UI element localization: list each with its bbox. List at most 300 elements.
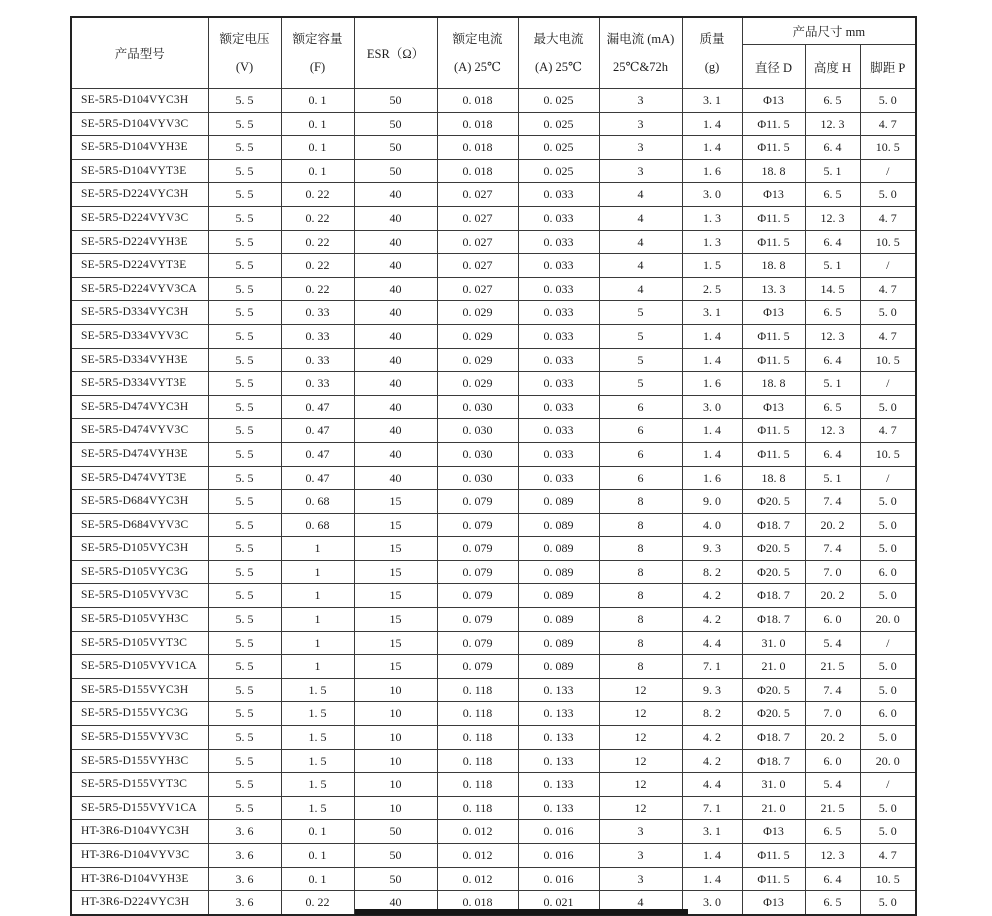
- table-cell: 0. 016: [518, 820, 599, 844]
- table-cell: 0. 118: [437, 749, 518, 773]
- model-cell: HT-3R6-D104VYH3E: [71, 867, 208, 891]
- table-cell: 5. 0: [860, 891, 916, 915]
- table-cell: 3: [599, 844, 682, 868]
- table-cell: Φ20. 5: [742, 702, 805, 726]
- table-row: [71, 726, 916, 750]
- table-cell: 15: [354, 655, 437, 679]
- table-cell: 7. 4: [805, 537, 860, 561]
- col-header-height-label: 高度 H: [813, 60, 852, 75]
- table-cell: 5. 5: [208, 560, 281, 584]
- col-header-voltage-line2: (V): [235, 59, 254, 74]
- table-cell: 5. 5: [208, 608, 281, 632]
- table-cell: 1. 5: [281, 726, 354, 750]
- table-row: [71, 678, 916, 702]
- table-cell: 0. 033: [518, 419, 599, 443]
- table-cell: 0. 22: [281, 891, 354, 915]
- table-cell: 1. 6: [682, 372, 742, 396]
- model-cell: SE-5R5-D684VYC3H: [71, 490, 208, 514]
- table-cell: 40: [354, 301, 437, 325]
- table-cell: 0. 118: [437, 726, 518, 750]
- col-header-pitch: [860, 45, 916, 89]
- table-cell: 12. 3: [805, 419, 860, 443]
- table-cell: 12: [599, 678, 682, 702]
- table-cell: 40: [354, 254, 437, 278]
- model-cell: SE-5R5-D105VYT3C: [71, 631, 208, 655]
- table-row: [71, 277, 916, 301]
- table-row: [71, 537, 916, 561]
- table-cell: 3: [599, 820, 682, 844]
- table-cell: 3. 0: [682, 183, 742, 207]
- table-cell: 6. 4: [805, 442, 860, 466]
- table-cell: 5. 0: [860, 89, 916, 113]
- table-cell: 0. 47: [281, 442, 354, 466]
- table-cell: /: [860, 372, 916, 396]
- table-cell: 6. 5: [805, 301, 860, 325]
- table-cell: 0. 1: [281, 844, 354, 868]
- table-cell: 8: [599, 560, 682, 584]
- col-header-voltage: [208, 17, 281, 89]
- col-header-dimensions-group: [742, 17, 916, 45]
- table-cell: Φ13: [742, 820, 805, 844]
- table-cell: 5. 5: [208, 655, 281, 679]
- model-cell: SE-5R5-D105VYH3C: [71, 608, 208, 632]
- table-cell: 3. 1: [682, 89, 742, 113]
- table-row: [71, 584, 916, 608]
- model-cell: SE-5R5-D334VYH3E: [71, 348, 208, 372]
- table-cell: 20. 2: [805, 584, 860, 608]
- table-cell: Φ11. 5: [742, 136, 805, 160]
- table-cell: 0. 118: [437, 773, 518, 797]
- table-cell: 6: [599, 442, 682, 466]
- col-header-esr-label: ESR（Ω）: [366, 47, 425, 61]
- table-cell: 0. 027: [437, 254, 518, 278]
- table-cell: 21. 0: [742, 655, 805, 679]
- table-cell: 1: [281, 631, 354, 655]
- table-cell: 5. 5: [208, 466, 281, 490]
- table-cell: 6: [599, 419, 682, 443]
- table-cell: 21. 5: [805, 796, 860, 820]
- table-cell: 2. 5: [682, 277, 742, 301]
- table-row: [71, 796, 916, 820]
- table-row: [71, 112, 916, 136]
- table-cell: 50: [354, 89, 437, 113]
- table-cell: 10: [354, 773, 437, 797]
- table-cell: 0. 079: [437, 560, 518, 584]
- model-cell: SE-5R5-D155VYV1CA: [71, 796, 208, 820]
- table-cell: 5. 0: [860, 395, 916, 419]
- table-cell: Φ20. 5: [742, 678, 805, 702]
- table-cell: 18. 8: [742, 466, 805, 490]
- scan-artifact-band: [355, 909, 688, 915]
- table-cell: 5. 4: [805, 631, 860, 655]
- table-cell: 1. 5: [281, 773, 354, 797]
- table-cell: 0. 133: [518, 702, 599, 726]
- col-header-rated-current-line2: (A) 25℃: [454, 59, 501, 74]
- table-cell: 50: [354, 112, 437, 136]
- table-cell: 0. 012: [437, 867, 518, 891]
- table-cell: 40: [354, 230, 437, 254]
- table-cell: 0. 22: [281, 254, 354, 278]
- table-cell: 12: [599, 726, 682, 750]
- table-cell: 3. 6: [208, 820, 281, 844]
- table-cell: 10. 5: [860, 230, 916, 254]
- table-cell: 0. 1: [281, 820, 354, 844]
- table-cell: 0. 029: [437, 372, 518, 396]
- col-header-rated-current-line1: 额定电流: [452, 32, 503, 46]
- table-cell: 10. 5: [860, 867, 916, 891]
- table-row: [71, 372, 916, 396]
- table-cell: 7. 4: [805, 678, 860, 702]
- table-cell: 5. 5: [208, 442, 281, 466]
- table-cell: 0. 47: [281, 419, 354, 443]
- table-cell: 8. 2: [682, 702, 742, 726]
- table-row: [71, 206, 916, 230]
- table-cell: 40: [354, 206, 437, 230]
- table-cell: 0. 47: [281, 395, 354, 419]
- table-cell: 21. 0: [742, 796, 805, 820]
- model-cell: SE-5R5-D474VYV3C: [71, 419, 208, 443]
- table-cell: 13. 3: [742, 277, 805, 301]
- table-cell: 5. 0: [860, 796, 916, 820]
- table-cell: 4. 7: [860, 206, 916, 230]
- model-cell: HT-3R6-D224VYC3H: [71, 891, 208, 915]
- table-cell: 0. 1: [281, 89, 354, 113]
- table-cell: 18. 8: [742, 254, 805, 278]
- table-row: [71, 820, 916, 844]
- table-cell: 3. 6: [208, 867, 281, 891]
- table-cell: Φ20. 5: [742, 560, 805, 584]
- table-cell: 6. 5: [805, 89, 860, 113]
- table-row: [71, 867, 916, 891]
- col-header-max-current-line1: 最大电流: [533, 32, 584, 46]
- table-cell: 0. 1: [281, 159, 354, 183]
- table-cell: Φ18. 7: [742, 608, 805, 632]
- col-header-model-label: 产品型号: [114, 47, 165, 61]
- table-cell: 20. 2: [805, 513, 860, 537]
- model-cell: SE-5R5-D104VYV3C: [71, 112, 208, 136]
- model-cell: SE-5R5-D334VYV3C: [71, 324, 208, 348]
- table-cell: 0. 1: [281, 136, 354, 160]
- table-cell: 21. 5: [805, 655, 860, 679]
- table-cell: Φ13: [742, 891, 805, 915]
- table-cell: 10: [354, 796, 437, 820]
- table-cell: 5. 5: [208, 159, 281, 183]
- col-header-weight: [682, 17, 742, 89]
- table-cell: 0. 030: [437, 395, 518, 419]
- table-cell: 0. 030: [437, 442, 518, 466]
- table-cell: 15: [354, 608, 437, 632]
- table-cell: 5. 5: [208, 537, 281, 561]
- table-cell: 5. 5: [208, 89, 281, 113]
- table-cell: 0. 079: [437, 655, 518, 679]
- col-header-weight-line1: 质量: [699, 32, 725, 46]
- table-cell: 5. 0: [860, 726, 916, 750]
- table-cell: 0. 089: [518, 560, 599, 584]
- table-cell: 0. 027: [437, 277, 518, 301]
- table-cell: 5. 1: [805, 466, 860, 490]
- table-cell: 4: [599, 277, 682, 301]
- table-cell: 3. 0: [682, 891, 742, 915]
- table-cell: 31. 0: [742, 631, 805, 655]
- table-cell: 1. 4: [682, 419, 742, 443]
- table-cell: 5. 5: [208, 372, 281, 396]
- table-cell: 1. 5: [281, 678, 354, 702]
- table-cell: 1: [281, 584, 354, 608]
- table-cell: Φ18. 7: [742, 726, 805, 750]
- table-cell: 0. 033: [518, 206, 599, 230]
- table-cell: 0. 025: [518, 159, 599, 183]
- table-cell: 40: [354, 891, 437, 915]
- table-cell: 0. 033: [518, 230, 599, 254]
- model-cell: SE-5R5-D104VYT3E: [71, 159, 208, 183]
- table-cell: 0. 018: [437, 136, 518, 160]
- table-cell: 0. 012: [437, 820, 518, 844]
- table-row: [71, 136, 916, 160]
- table-cell: 5. 5: [208, 206, 281, 230]
- table-cell: Φ11. 5: [742, 324, 805, 348]
- table-cell: 4: [599, 891, 682, 915]
- table-cell: 0. 68: [281, 490, 354, 514]
- table-cell: 0. 33: [281, 324, 354, 348]
- table-cell: 7. 1: [682, 655, 742, 679]
- table-cell: 5. 5: [208, 702, 281, 726]
- table-row: [71, 159, 916, 183]
- table-cell: 15: [354, 490, 437, 514]
- table-cell: 1. 4: [682, 844, 742, 868]
- table-cell: 1. 4: [682, 442, 742, 466]
- table-cell: 6. 4: [805, 867, 860, 891]
- table-cell: Φ11. 5: [742, 230, 805, 254]
- col-header-esr: [354, 17, 437, 89]
- table-cell: 6: [599, 466, 682, 490]
- table-cell: /: [860, 466, 916, 490]
- table-cell: 0. 089: [518, 513, 599, 537]
- table-cell: 4. 4: [682, 631, 742, 655]
- table-cell: 3: [599, 89, 682, 113]
- col-header-leakage: [599, 17, 682, 89]
- table-cell: 12: [599, 773, 682, 797]
- col-header-model: [71, 17, 208, 89]
- table-cell: 0. 033: [518, 324, 599, 348]
- model-cell: SE-5R5-D474VYC3H: [71, 395, 208, 419]
- table-cell: 31. 0: [742, 773, 805, 797]
- table-cell: 6. 0: [805, 749, 860, 773]
- table-cell: 4: [599, 230, 682, 254]
- table-cell: 1. 4: [682, 324, 742, 348]
- table-cell: 12. 3: [805, 206, 860, 230]
- table-cell: 0. 079: [437, 513, 518, 537]
- table-cell: 10: [354, 749, 437, 773]
- table-cell: 5. 5: [208, 631, 281, 655]
- table-cell: 0. 018: [437, 159, 518, 183]
- table-cell: 15: [354, 560, 437, 584]
- table-cell: 4. 7: [860, 277, 916, 301]
- table-cell: 4. 2: [682, 608, 742, 632]
- table-cell: 1. 6: [682, 466, 742, 490]
- model-cell: SE-5R5-D474VYH3E: [71, 442, 208, 466]
- table-cell: 0. 018: [437, 89, 518, 113]
- table-row: [71, 348, 916, 372]
- table-cell: 4. 7: [860, 419, 916, 443]
- table-cell: 4. 7: [860, 844, 916, 868]
- table-cell: 12. 3: [805, 844, 860, 868]
- table-cell: 15: [354, 513, 437, 537]
- table-cell: 3. 6: [208, 891, 281, 915]
- table-cell: 5: [599, 324, 682, 348]
- table-cell: 5. 5: [208, 277, 281, 301]
- table-cell: 1. 4: [682, 112, 742, 136]
- table-cell: 3. 1: [682, 301, 742, 325]
- table-cell: 4: [599, 206, 682, 230]
- table-cell: 3: [599, 867, 682, 891]
- table-cell: Φ13: [742, 395, 805, 419]
- table-cell: 0. 089: [518, 584, 599, 608]
- table-cell: Φ11. 5: [742, 867, 805, 891]
- table-cell: Φ18. 7: [742, 513, 805, 537]
- table-cell: 0. 22: [281, 230, 354, 254]
- table-cell: 0. 089: [518, 655, 599, 679]
- table-cell: 1. 5: [281, 796, 354, 820]
- table-cell: 0. 029: [437, 301, 518, 325]
- table-cell: /: [860, 159, 916, 183]
- table-cell: 4. 7: [860, 112, 916, 136]
- model-cell: SE-5R5-D105VYC3G: [71, 560, 208, 584]
- table-cell: 12. 3: [805, 112, 860, 136]
- model-cell: SE-5R5-D155VYC3H: [71, 678, 208, 702]
- model-cell: SE-5R5-D224VYH3E: [71, 230, 208, 254]
- table-cell: Φ11. 5: [742, 844, 805, 868]
- table-cell: 40: [354, 419, 437, 443]
- table-row: [71, 183, 916, 207]
- model-cell: SE-5R5-D474VYT3E: [71, 466, 208, 490]
- table-cell: 4. 0: [682, 513, 742, 537]
- table-cell: 5. 1: [805, 372, 860, 396]
- table-cell: 0. 33: [281, 301, 354, 325]
- table-cell: 0. 089: [518, 631, 599, 655]
- table-cell: Φ11. 5: [742, 419, 805, 443]
- table-cell: 5. 0: [860, 584, 916, 608]
- table-cell: 5. 1: [805, 254, 860, 278]
- table-cell: 0. 1: [281, 867, 354, 891]
- col-header-capacity-line1: 额定容量: [292, 32, 343, 46]
- table-cell: 50: [354, 820, 437, 844]
- model-cell: SE-5R5-D334VYC3H: [71, 301, 208, 325]
- table-row: [71, 490, 916, 514]
- table-cell: 0. 033: [518, 372, 599, 396]
- model-cell: SE-5R5-D105VYC3H: [71, 537, 208, 561]
- table-cell: 3: [599, 159, 682, 183]
- table-cell: 7. 0: [805, 560, 860, 584]
- table-cell: 7. 0: [805, 702, 860, 726]
- table-cell: 6. 4: [805, 136, 860, 160]
- table-row: [71, 749, 916, 773]
- table-cell: 40: [354, 183, 437, 207]
- table-cell: 5. 0: [860, 490, 916, 514]
- table-cell: 1. 3: [682, 206, 742, 230]
- spec-table: [70, 16, 917, 916]
- table-cell: 5. 5: [208, 254, 281, 278]
- table-cell: 0. 118: [437, 702, 518, 726]
- table-cell: 5: [599, 372, 682, 396]
- table-cell: 3: [599, 112, 682, 136]
- table-cell: 5. 5: [208, 324, 281, 348]
- table-cell: 5. 0: [860, 513, 916, 537]
- table-cell: 0. 133: [518, 796, 599, 820]
- table-cell: 1. 5: [281, 702, 354, 726]
- table-cell: 5: [599, 348, 682, 372]
- table-cell: 6. 4: [805, 348, 860, 372]
- model-cell: SE-5R5-D155VYC3G: [71, 702, 208, 726]
- model-cell: SE-5R5-D104VYH3E: [71, 136, 208, 160]
- table-cell: 0. 030: [437, 419, 518, 443]
- table-cell: 0. 030: [437, 466, 518, 490]
- table-row: [71, 301, 916, 325]
- table-cell: 3. 0: [682, 395, 742, 419]
- model-cell: SE-5R5-D155VYV3C: [71, 726, 208, 750]
- table-row: [71, 89, 916, 113]
- table-cell: 0. 012: [437, 844, 518, 868]
- table-cell: 5. 5: [208, 796, 281, 820]
- table-cell: 50: [354, 159, 437, 183]
- table-cell: Φ13: [742, 183, 805, 207]
- table-cell: 10. 5: [860, 442, 916, 466]
- table-cell: 5. 5: [208, 773, 281, 797]
- table-cell: 40: [354, 395, 437, 419]
- table-cell: 18. 8: [742, 159, 805, 183]
- table-row: [71, 702, 916, 726]
- table-cell: 4: [599, 254, 682, 278]
- model-cell: SE-5R5-D684VYV3C: [71, 513, 208, 537]
- table-cell: Φ20. 5: [742, 490, 805, 514]
- table-cell: 5. 4: [805, 773, 860, 797]
- table-cell: 1. 5: [682, 254, 742, 278]
- table-cell: 5: [599, 301, 682, 325]
- col-header-dimensions-label: 产品尺寸 mm: [792, 25, 866, 39]
- table-cell: 0. 027: [437, 183, 518, 207]
- table-cell: 0. 029: [437, 324, 518, 348]
- table-cell: 0. 079: [437, 490, 518, 514]
- table-cell: 0. 033: [518, 442, 599, 466]
- table-cell: 1. 5: [281, 749, 354, 773]
- table-cell: 4. 7: [860, 324, 916, 348]
- table-cell: 0. 22: [281, 206, 354, 230]
- table-cell: 0. 133: [518, 773, 599, 797]
- model-cell: SE-5R5-D224VYV3CA: [71, 277, 208, 301]
- table-row: [71, 254, 916, 278]
- table-row: [71, 773, 916, 797]
- model-cell: SE-5R5-D105VYV1CA: [71, 655, 208, 679]
- col-header-leakage-line2: 25℃&72h: [613, 59, 668, 74]
- table-cell: 8. 2: [682, 560, 742, 584]
- table-row: [71, 395, 916, 419]
- table-cell: 5. 0: [860, 678, 916, 702]
- table-cell: 1. 4: [682, 348, 742, 372]
- table-cell: 6. 5: [805, 891, 860, 915]
- table-row: [71, 324, 916, 348]
- table-cell: 10: [354, 678, 437, 702]
- table-cell: /: [860, 254, 916, 278]
- table-cell: 0. 021: [518, 891, 599, 915]
- table-cell: 6. 5: [805, 820, 860, 844]
- table-cell: Φ11. 5: [742, 442, 805, 466]
- table-cell: 0. 133: [518, 749, 599, 773]
- table-cell: 18. 8: [742, 372, 805, 396]
- table-cell: 6. 5: [805, 183, 860, 207]
- model-cell: SE-5R5-D105VYV3C: [71, 584, 208, 608]
- col-header-voltage-line1: 额定电压: [219, 32, 270, 46]
- table-cell: 6. 4: [805, 230, 860, 254]
- table-cell: 1. 6: [682, 159, 742, 183]
